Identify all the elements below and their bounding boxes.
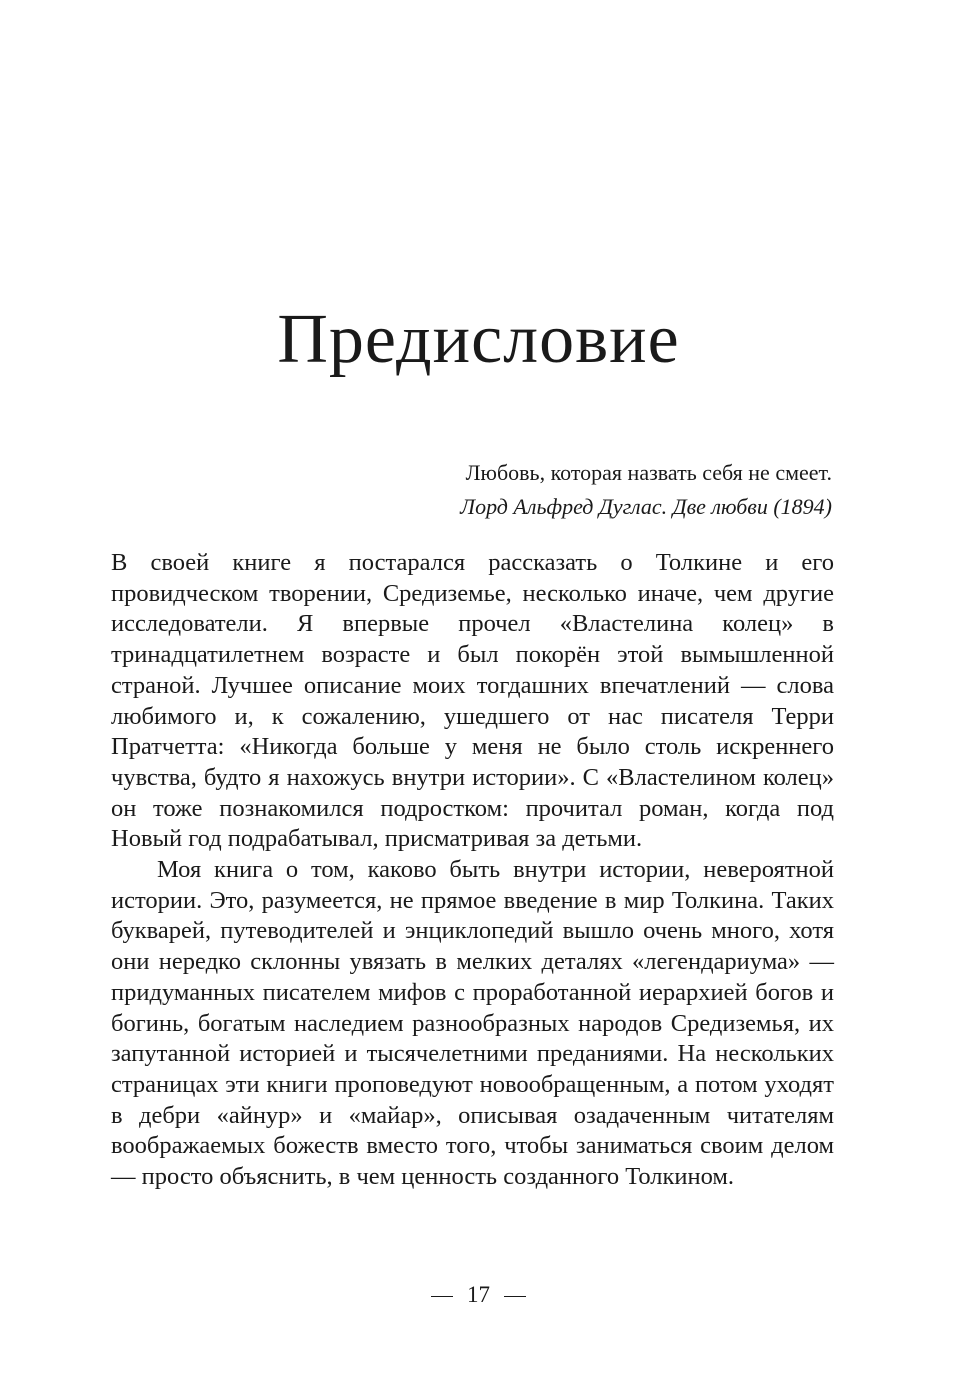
paragraph: В своей книге я постарался рассказать о Толкине и его провидческом творении, Средиземье, несколько иначе, чем другие исследователи. Я впервые прочел «Властелина колец» в тринадцатилетнем возрасте и был покорён этой вымышленной страной. Лучшее описание моих тогдашних впечатлений — слова любимого и, к сожалению, ушедшего от нас писателя Терри Пратчетта: «Никогда больше у меня не было столь искреннего чувства, будто я нахожусь внутри истории». С «Властелином колец» он тоже познакомился подростком: прочитал роман, когда под Новый год подрабатывал, присматривая за детьми.: [111, 549, 834, 853]
epigraph: [460, 456, 832, 524]
right-dash: [504, 1296, 526, 1297]
left-dash: [431, 1296, 453, 1297]
epigraph-quote: Любовь, которая назвать себя не смеет.: [465, 460, 832, 485]
paragraph: Моя книга о том, каково быть внутри истории, невероятной истории. Это, разумеется, не прямое введение в мир Толкина. Таких букварей, путеводителей и энциклопедий вышло очень много, хотя они нередко склонны увязать в мелких деталях «легендариума» — придуманных писателем мифов с проработанной иерархией богов и богинь, богатым наследием разнообразных народов Средиземья, их запутанной историей и тысячелетними преданиями. На нескольких страницах эти книги проповедуют новообращенным, а потом уходят в дебри «айнур» и «майар», описывая озадаченным читателям воображаемых божеств вместо того, чтобы заниматься своим делом — просто объяснить, в чем ценность созданного Толкином.: [111, 856, 834, 1191]
page-title: Предисловие: [277, 301, 680, 378]
body-text: [111, 548, 834, 1193]
page-footer: [0, 1280, 957, 1310]
page-number: 17: [467, 1282, 490, 1307]
epigraph-attribution: Лорд Альфред Дуглас. Две любви (1894): [460, 494, 832, 519]
